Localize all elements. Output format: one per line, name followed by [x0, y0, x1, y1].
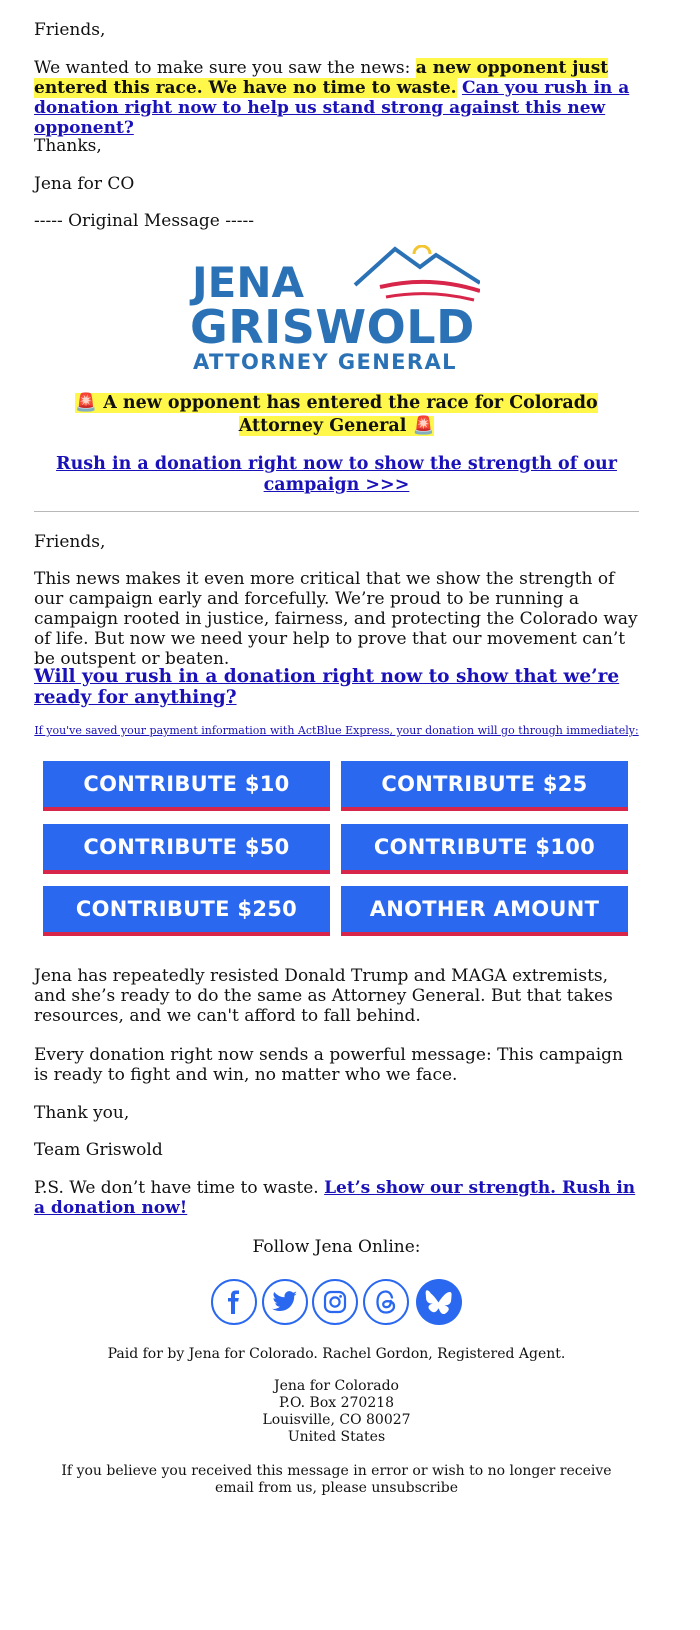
mountain-logo-icon: [340, 245, 480, 305]
intro-highlight: a new opponent just entered this race. We have no time to waste.: [34, 58, 609, 98]
contribute-250-button[interactable]: CONTRIBUTE $250: [43, 886, 330, 936]
address-country: United States: [287, 1429, 386, 1445]
threads-icon: [373, 1289, 399, 1315]
logo-title: ATTORNEY GENERAL: [193, 350, 457, 374]
twitter-link[interactable]: [262, 1279, 308, 1325]
closing-thank-you: Thank you,: [34, 1103, 130, 1123]
contribute-10-button[interactable]: CONTRIBUTE $10: [43, 761, 330, 811]
ps-paragraph: [34, 1178, 639, 1218]
alert-text: A new opponent has entered the race for Colorado Attorney General: [103, 393, 598, 436]
ps-text: P.S. We don’t have time to waste.: [34, 1178, 325, 1198]
threads-link[interactable]: [363, 1279, 409, 1325]
body-greeting: Friends,: [34, 532, 106, 552]
bluesky-link[interactable]: [416, 1279, 462, 1325]
logo-last-name: GRISWOLD: [190, 300, 475, 354]
unsubscribe-text: If you believe you received this message in error or wish to no longer receive email from us, please unsubscribe: [61, 1463, 612, 1496]
top-donate-link[interactable]: Rush in a donation right now to show the strength of our campaign >>>: [56, 454, 617, 495]
instagram-link[interactable]: [312, 1279, 358, 1325]
contribute-100-button[interactable]: CONTRIBUTE $100: [341, 824, 628, 874]
contribute-50-button[interactable]: CONTRIBUTE $50: [43, 824, 330, 874]
intro-signature: Jena for CO: [34, 174, 135, 194]
siren-icon: 🚨: [412, 416, 435, 436]
intro-greeting: Friends,: [34, 20, 106, 40]
closing-paragraph-1: Jena has repeatedly resisted Donald Trump and MAGA extremists, and she’s ready to do the same as Attorney General. But that takes resources, and we can't afford to fall behind.: [34, 966, 613, 1026]
original-message-divider: ----- Original Message -----: [34, 211, 254, 231]
intro-donate-link[interactable]: Can you rush in a donation right now to help us stand strong against this new opponent?: [34, 78, 630, 138]
address-po-box: P.O. Box 270218: [278, 1395, 395, 1411]
contribute-25-button[interactable]: CONTRIBUTE $25: [341, 761, 628, 811]
paid-for-disclaimer: Paid for by Jena for Colorado. Rachel Gordon, Registered Agent.: [107, 1346, 566, 1362]
another-amount-button[interactable]: ANOTHER AMOUNT: [341, 886, 628, 936]
closing-team: Team Griswold: [34, 1140, 163, 1160]
twitter-icon: [272, 1291, 298, 1313]
section-divider: [34, 511, 639, 512]
follow-heading: Follow Jena Online:: [252, 1237, 421, 1257]
address-city: Louisville, CO 80027: [262, 1412, 411, 1428]
instagram-icon: [323, 1290, 347, 1314]
address-org: Jena for Colorado: [274, 1378, 399, 1394]
actblue-note-link[interactable]: If you've saved your payment information with ActBlue Express, your donation will go through immediately:: [34, 724, 639, 737]
ask-donate-link[interactable]: Will you rush in a donation right now to show that we’re ready for anything?: [34, 666, 620, 708]
alert-headline: [44, 392, 629, 438]
intro-lead: We wanted to make sure you saw the news:: [34, 58, 416, 78]
intro-paragraph: [34, 58, 639, 138]
mailing-address: [34, 1378, 639, 1446]
siren-icon: 🚨: [75, 393, 98, 413]
body-paragraph: This news makes it even more critical that we show the strength of our campaign early and forcefully. We’re proud to be running a campaign rooted in justice, fairness, and protecting the Colorado way of life. But now we need your help to prove that our movement can’t be outspent or beaten.: [34, 569, 638, 669]
facebook-link[interactable]: [211, 1279, 257, 1325]
facebook-icon: [222, 1290, 246, 1314]
intro-thanks: Thanks,: [34, 136, 102, 156]
logo-first-name: JENA: [192, 258, 304, 307]
campaign-logo: [190, 245, 485, 375]
ps-donate-link[interactable]: Let’s show our strength. Rush in a donation now!: [34, 1178, 636, 1218]
bluesky-icon: [425, 1290, 453, 1314]
closing-paragraph-2: Every donation right now sends a powerful message: This campaign is ready to fight and win, no matter who we face.: [34, 1045, 624, 1085]
